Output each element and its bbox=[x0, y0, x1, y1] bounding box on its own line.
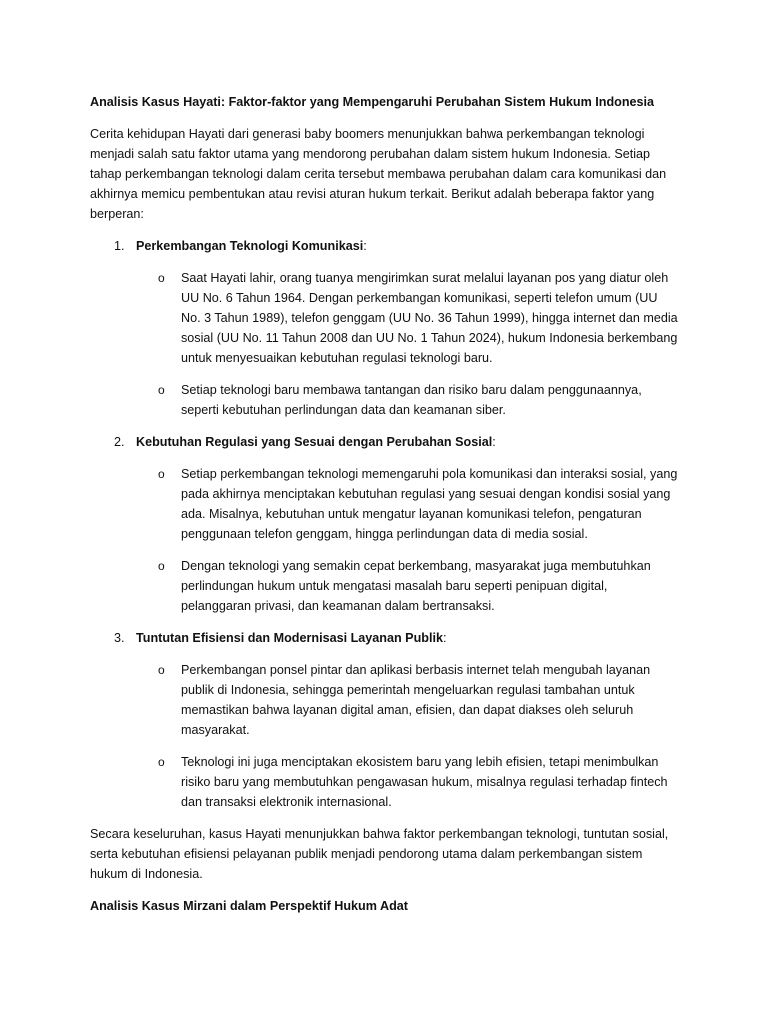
list-item-colon: : bbox=[442, 631, 447, 645]
intro-paragraph: Cerita kehidupan Hayati dari generasi baby boomers menunjukkan bahwa perkembangan teknologi menjadi salah satu faktor utama yang mendorong perubahan dalam sistem hukum Indonesia. Setiap tahap perkembangan teknologi dalam cerita tersebut membawa perubahan dalam cara komunikasi dan akhirnya memicu pembentukan atau revisi aturan hukum terkait. Berikut adalah beberapa faktor yang berperan: bbox=[90, 127, 667, 221]
sub-bullet bbox=[90, 464, 678, 544]
list-item-2 bbox=[90, 432, 678, 616]
list-item-title: Perkembangan Teknologi Komunikasi bbox=[136, 239, 364, 253]
sub-bullet bbox=[90, 380, 678, 420]
document-body bbox=[90, 92, 678, 916]
bullet-circle-icon: o bbox=[158, 663, 165, 677]
bullet-circle-icon: o bbox=[158, 467, 165, 481]
document-title: Analisis Kasus Hayati: Faktor-faktor yang Mempengaruhi Perubahan Sistem Hukum Indonesia bbox=[90, 95, 655, 109]
sub-bullet-text: Setiap perkembangan teknologi memengaruhi pola komunikasi dan interaksi sosial, yang pada akhirnya menciptakan kebutuhan regulasi yang sesuai dengan kondisi sosial yang ada. Misalnya, kebutuhan untuk mengatur layanan komunikasi telefon, pengaturan penggunaan telefon genggam, hingga perlindungan data di media sosial. bbox=[181, 467, 678, 541]
sub-bullet-text: Saat Hayati lahir, orang tuanya mengirimkan surat melalui layanan pos yang diatur oleh UU No. 6 Tahun 1964. Dengan perkembangan komunikasi, seperti telefon umum (UU No. 3 Tahun 1989), telefon genggam (UU No. 36 Tahun 1999), hingga internet dan media sosial (UU No. 11 Tahun 2008 dan UU No. 1 Tahun 2024), hukum Indonesia berkembang untuk menyesuaikan kebutuhan regulasi teknologi baru. bbox=[181, 271, 678, 365]
bullet-circle-icon: o bbox=[158, 383, 165, 397]
list-item-heading bbox=[90, 628, 678, 648]
list-item-heading bbox=[90, 236, 678, 256]
list-item-heading bbox=[90, 432, 678, 452]
bullet-circle-icon: o bbox=[158, 755, 165, 769]
sub-bullet bbox=[90, 268, 678, 368]
bullet-circle-icon: o bbox=[158, 559, 165, 573]
sub-bullet-text: Perkembangan ponsel pintar dan aplikasi berbasis internet telah mengubah layanan publik di Indonesia, sehingga pemerintah mengeluarkan regulasi tambahan untuk memastikan bahwa layanan digital aman, efisien, dan dapat diakses oleh seluruh masyarakat. bbox=[181, 663, 651, 737]
list-number: 3. bbox=[114, 631, 125, 645]
list-item-title: Tuntutan Efisiensi dan Modernisasi Layanan Publik bbox=[136, 631, 443, 645]
sub-bullet-text: Teknologi ini juga menciptakan ekosistem baru yang lebih efisien, tetapi menimbulkan risiko baru yang membutuhkan pengawasan hukum, misalnya regulasi terhadap fintech dan transaksi elektronik internasional. bbox=[181, 755, 668, 809]
sub-bullet bbox=[90, 556, 678, 616]
sub-bullet bbox=[90, 660, 678, 740]
sub-bullet bbox=[90, 752, 678, 812]
bullet-circle-icon: o bbox=[158, 271, 165, 285]
list-item-colon: : bbox=[363, 239, 367, 253]
list-number: 2. bbox=[114, 435, 125, 449]
list-number: 1. bbox=[114, 239, 125, 253]
sub-bullet-text: Setiap teknologi baru membawa tantangan dan risiko baru dalam penggunaannya, seperti kebutuhan perlindungan data dan keamanan siber. bbox=[181, 383, 642, 417]
list-item-title: Kebutuhan Regulasi yang Sesuai dengan Perubahan Sosial bbox=[136, 435, 493, 449]
conclusion-paragraph: Secara keseluruhan, kasus Hayati menunjukkan bahwa faktor perkembangan teknologi, tuntutan sosial, serta kebutuhan efisiensi pelayanan publik menjadi pendorong utama dalam perkembangan sistem hukum di Indonesia. bbox=[90, 827, 669, 881]
list-item-colon: : bbox=[492, 435, 496, 449]
next-section-heading: Analisis Kasus Mirzani dalam Perspektif Hukum Adat bbox=[90, 899, 408, 913]
list-item-3 bbox=[90, 628, 678, 812]
sub-bullet-text: Dengan teknologi yang semakin cepat berkembang, masyarakat juga membutuhkan perlindungan hukum untuk mengatasi masalah baru seperti penipuan digital, pelanggaran privasi, dan keamanan dalam bertransaksi. bbox=[181, 559, 651, 613]
list-item-1 bbox=[90, 236, 678, 420]
